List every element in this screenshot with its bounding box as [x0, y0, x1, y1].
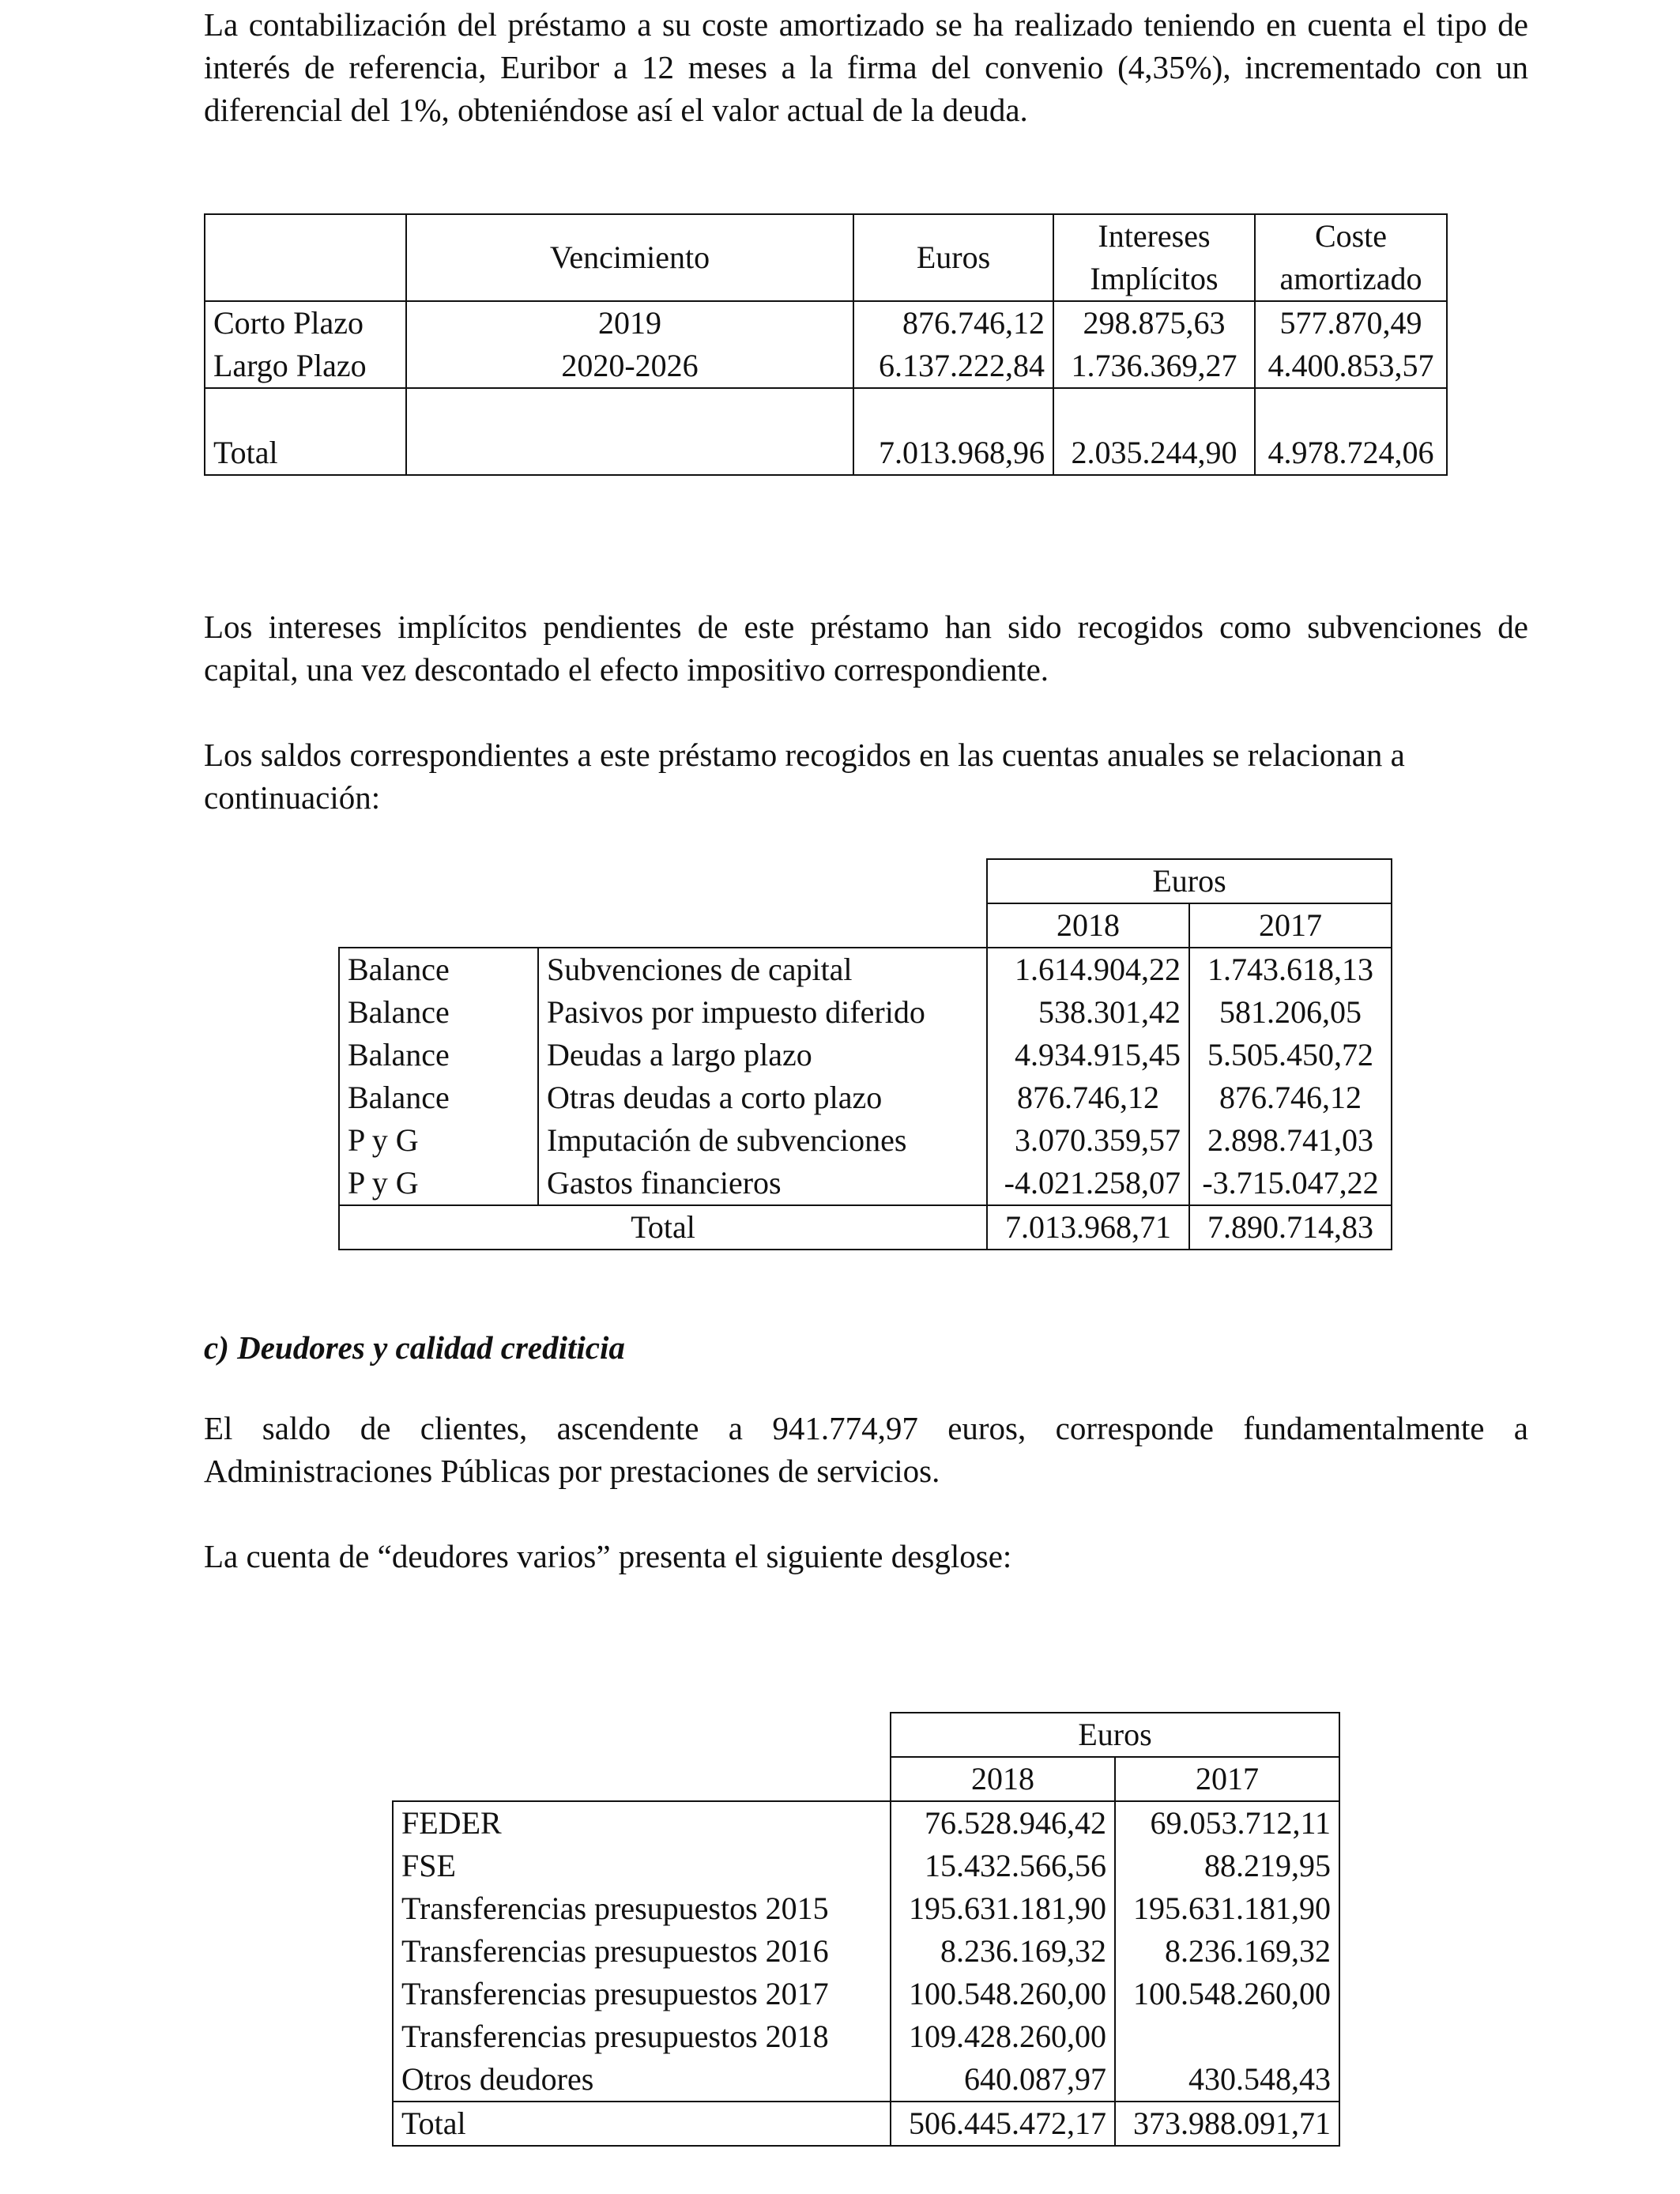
- section-heading: c) Deudores y calidad crediticia: [204, 1329, 625, 1366]
- table-row: Transferencias presupuestos 2015 195.631.181,90 195.631.181,90: [393, 1887, 1339, 1930]
- table-row: Balance Subvenciones de capital 1.614.904,22 1.743.618,13: [339, 948, 1392, 991]
- table-row: Transferencias presupuestos 2016 8.236.169,32 8.236.169,32: [393, 1930, 1339, 1973]
- year-2017-header: 2017: [1115, 1757, 1339, 1801]
- table-row: Transferencias presupuestos 2018 109.428.260,00: [393, 2015, 1339, 2058]
- paragraph-saldos: Los saldos correspondientes a este préstamo recogidos en las cuentas anuales se relacionan a continuación:: [204, 737, 1405, 816]
- table-row: Otros deudores 640.087,97 430.548,43: [393, 2058, 1339, 2102]
- table-total-row: Total 506.445.472,17 373.988.091,71: [393, 2102, 1339, 2146]
- balances-table: [338, 858, 1392, 1250]
- loan-table-header: [205, 214, 1447, 301]
- table-row: Corto Plazo 2019 876.746,12 298.875,63 577.870,49: [205, 301, 1447, 345]
- table-row: Transferencias presupuestos 2017 100.548.260,00 100.548.260,00: [393, 1973, 1339, 2015]
- table-row: FSE 15.432.566,56 88.219,95: [393, 1845, 1339, 1887]
- header-intereses: Intereses Implícitos: [1053, 214, 1255, 301]
- paragraph-deudores: La cuenta de “deudores varios” presenta el siguiente desglose:: [204, 1538, 1012, 1574]
- intro-paragraph: La contabilización del préstamo a su coste amortizado se ha realizado teniendo en cuenta el tipo de interés de referencia, Euribor a 12 meses a la firma del convenio (4,35%), incrementado con un diferencial del 1%, obteniéndose así el valor actual de la deuda.: [204, 6, 1528, 128]
- debtors-table: [392, 1712, 1340, 2147]
- paragraph-subvenciones: Los intereses implícitos pendientes de este préstamo han sido recogidos como subvenciones de capital, una vez descontado el efecto impositivo correspondiente.: [204, 609, 1528, 688]
- table-row: Largo Plazo 2020-2026 6.137.222,84 1.736.369,27 4.400.853,57: [205, 345, 1447, 388]
- euros-header: Euros: [987, 859, 1392, 903]
- header-euros: Euros: [853, 214, 1053, 301]
- euros-header: Euros: [891, 1713, 1339, 1757]
- table-total-row: Total 7.013.968,96 2.035.244,90 4.978.724,06: [205, 388, 1447, 475]
- year-2018-header: 2018: [891, 1757, 1115, 1801]
- table-row: P y G Gastos financieros -4.021.258,07 -3.715.047,22: [339, 1162, 1392, 1205]
- year-2017-header: 2017: [1189, 903, 1392, 948]
- header-vencimiento: Vencimiento: [406, 214, 853, 301]
- header-coste: Coste amortizado: [1255, 214, 1447, 301]
- table-row: P y G Imputación de subvenciones 3.070.359,57 2.898.741,03: [339, 1119, 1392, 1162]
- year-2018-header: 2018: [987, 903, 1189, 948]
- table-total-row: Total 7.013.968,71 7.890.714,83: [339, 1205, 1392, 1250]
- table-row: Balance Otras deudas a corto plazo 876.746,12 876.746,12: [339, 1076, 1392, 1119]
- table-row: FEDER 76.528.946,42 69.053.712,11: [393, 1801, 1339, 1845]
- table-row: Balance Pasivos por impuesto diferido 538.301,42 581.206,05: [339, 991, 1392, 1034]
- loan-table: [204, 213, 1448, 476]
- table-row: Balance Deudas a largo plazo 4.934.915,45 5.505.450,72: [339, 1034, 1392, 1076]
- paragraph-clientes: El saldo de clientes, ascendente a 941.774,97 euros, corresponde fundamentalmente a Administraciones Públicas por prestaciones de servicios.: [204, 1410, 1528, 1489]
